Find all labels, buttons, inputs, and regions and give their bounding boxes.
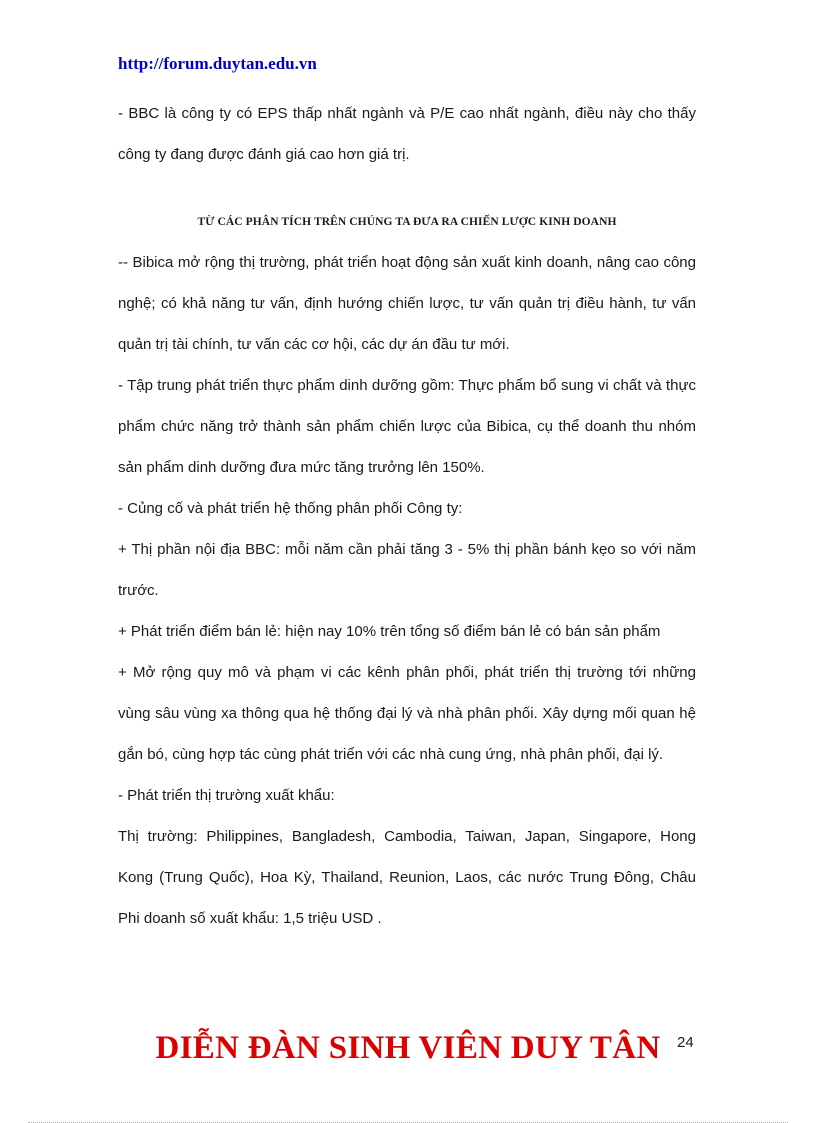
intro-block bbox=[118, 93, 696, 175]
header-forum-link[interactable]: http://forum.duytan.edu.vn bbox=[118, 54, 317, 73]
paragraph-nutrition-focus: - Tập trung phát triển thực phẩm dinh dưỡng gồm: Thực phẩm bổ sung vi chất và thực phẩm chức năng trở thành sản phẩm chiến lược của Bibica, cụ thể doanh thu nhóm sản phẩm dinh dưỡng đưa mức tăng trưởng lên 150%. bbox=[118, 377, 696, 476]
intro-paragraph: - BBC là công ty có EPS thấp nhất ngành và P/E cao nhất ngành, điều này cho thấy công ty đang được đánh giá cao hơn giá trị. bbox=[118, 105, 696, 163]
paragraph-retail-points: + Phát triển điểm bán lẻ: hiện nay 10% trên tổng số điểm bán lẻ có bán sản phẩm bbox=[118, 623, 661, 640]
footer-banner: DIỄN ĐÀN SINH VIÊN DUY TÂN bbox=[155, 1030, 661, 1066]
paragraph-export-markets: Thị trường: Philippines, Bangladesh, Cambodia, Taiwan, Japan, Singapore, Hong Kong (Trung Quốc), Hoa Kỳ, Thailand, Reunion, Laos, các nước Trung Đông, Châu Phi doanh số xuất khẩu: 1,5 triệu USD . bbox=[118, 828, 696, 927]
section-heading: TỪ CÁC PHÂN TÍCH TRÊN CHÚNG TA ĐƯA RA CHIẾN LƯỢC KINH DOANH bbox=[197, 216, 617, 228]
paragraph-export-heading: - Phát triển thị trường xuất khẩu: bbox=[118, 787, 335, 804]
paragraph-channel-expansion: + Mở rộng quy mô và phạm vi các kênh phân phối, phát triển thị trường tới những vùng sâu vùng xa thông qua hệ thống đại lý và nhà phân phối. Xây dựng mối quan hệ gắn bó, cùng hợp tác cùng phát triển với các nhà cung ứng, nhà phân phối, đại lý. bbox=[118, 664, 696, 763]
paragraph-distribution-heading: - Củng cố và phát triển hệ thống phân phối Công ty: bbox=[118, 500, 463, 517]
section-body bbox=[118, 242, 696, 939]
paragraph-expand-market: -- Bibica mở rộng thị trường, phát triển hoạt động sản xuất kinh doanh, nâng cao công nghệ; có khả năng tư vấn, định hướng chiến lược, tư vấn quản trị điều hành, tư vấn quản trị tài chính, tư vấn các cơ hội, các dự án đầu tư mới. bbox=[118, 254, 696, 353]
page-number: 24 bbox=[677, 1034, 694, 1051]
paragraph-domestic-share: + Thị phần nội địa BBC: mỗi năm cần phải tăng 3 - 5% thị phần bánh kẹo so với năm trước. bbox=[118, 541, 696, 599]
